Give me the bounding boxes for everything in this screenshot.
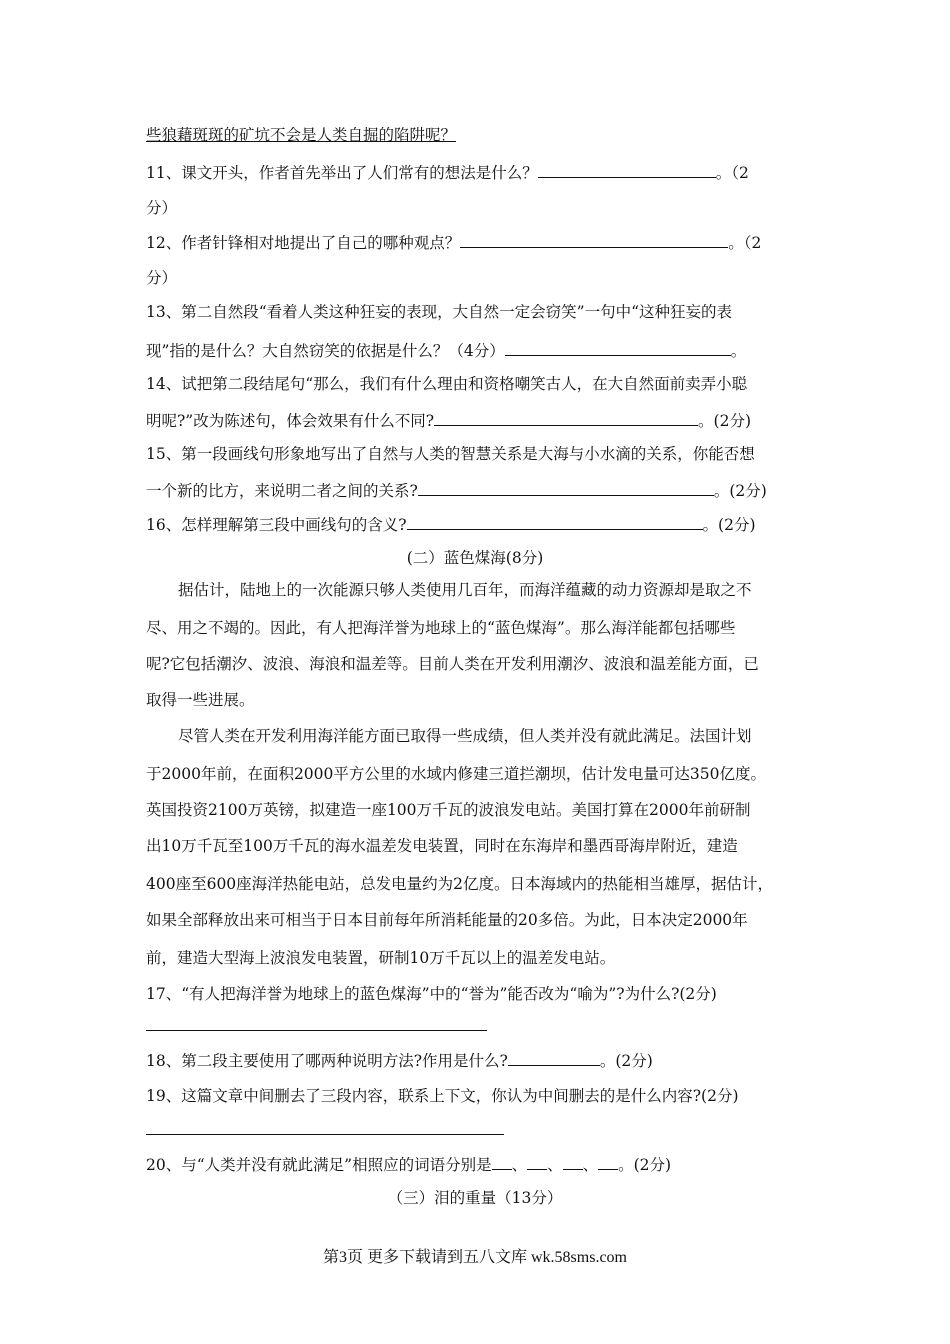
answer-line-19[interactable]: [146, 1134, 504, 1135]
separator: 、: [582, 1156, 599, 1174]
question-15-text: 一个新的比方，来说明二者之间的关系?: [146, 482, 418, 500]
question-19: 19、这篇文章中间删去了三段内容，联系上下文，你认为中间删去的是什么内容?(2分): [146, 1087, 739, 1105]
answer-blank-20d[interactable]: [598, 1154, 618, 1170]
passage-2-line: 据估计，陆地上的一次能源只够人类使用几百年，而海洋蕴藏的动力资源却是取之不: [178, 581, 752, 599]
question-15-line1: 15、第一段画线句形象地写出了自然与人类的智慧关系是大海与小水滴的关系，你能否想: [146, 445, 755, 463]
question-13-line2: [146, 340, 746, 361]
separator: 、: [547, 1156, 563, 1174]
passage-2-line: 取得一些进展。: [146, 691, 255, 709]
question-20-score: 。(2分): [618, 1156, 672, 1174]
question-15-score: 。(2分): [713, 482, 767, 500]
intro-line: 些狼藉斑斑的矿坑不会是人类自掘的陷阱呢？: [146, 126, 457, 144]
question-11-score: 。（2: [715, 164, 749, 182]
answer-line-17[interactable]: [146, 1030, 487, 1031]
page-footer: 第3页 更多下载请到五八文库 wk.58sms.com: [322, 1249, 627, 1266]
question-18-score: 。(2分): [599, 1052, 653, 1070]
passage-2-line: 前，建造大型海上波浪发电装置，研制10万千瓦以上的温差发电站。: [146, 949, 616, 967]
question-13-line1: 13、第二自然段“看着人类这种狂妄的表现，大自然一定会窃笑”一句中“这种狂妄的表: [146, 303, 732, 321]
question-18-text: 18、第二段主要使用了哪两种说明方法?作用是什么?: [146, 1052, 508, 1070]
answer-blank-20c[interactable]: [563, 1154, 583, 1170]
question-14-line2: [146, 410, 751, 431]
passage-2-line: 英国投资2100万英镑，拟建造一座100万千瓦的波浪发电站。美国打算在2000年前研制: [146, 801, 751, 819]
answer-blank-18[interactable]: [508, 1050, 600, 1066]
question-16-score: 。(2分): [702, 516, 756, 534]
question-11-text: 11、课文开头，作者首先举出了人们常有的想法是什么？: [146, 164, 538, 182]
answer-blank-15[interactable]: [418, 480, 714, 496]
passage-2-line: 如果全部释放出来可相当于日本目前每年所消耗能量的20多倍。为此，日本决定2000年: [146, 911, 748, 929]
question-13-text: 现”指的是什么？大自然窃笑的依据是什么？（4分）: [146, 342, 505, 360]
passage-2-line: 于2000年前，在面积2000平方公里的水域内修建三道拦潮坝，估计发电量可达350亿度。: [146, 765, 766, 783]
section-2-title: (二）蓝色煤海(8分): [406, 549, 544, 567]
question-14-text: 明呢?”改为陈述句，体会效果有什么不同?: [146, 412, 435, 430]
passage-2-line: 尽、用之不竭的。因此，有人把海洋誉为地球上的“蓝色煤海”。那么海洋能都包括哪些: [146, 619, 736, 637]
answer-blank-12[interactable]: [460, 232, 728, 248]
question-11: [146, 162, 749, 183]
question-12-score: 。（2: [728, 234, 762, 252]
question-20: [146, 1154, 671, 1175]
question-18: [146, 1050, 653, 1071]
section-3-title: （三）泪的重量（13分）: [387, 1189, 563, 1207]
separator: 、: [511, 1156, 528, 1174]
answer-blank-16[interactable]: [407, 514, 703, 530]
question-12-cont: 分）: [146, 269, 178, 287]
passage-2-line: 出10万千瓦至100万千瓦的海水温差发电装置，同时在东海岸和墨西哥海岸附近，建造: [146, 837, 738, 855]
question-11-cont: 分）: [146, 199, 178, 217]
question-20-text: 20、与“人类并没有就此满足”相照应的词语分别是: [146, 1156, 492, 1174]
answer-blank-20b[interactable]: [527, 1154, 547, 1170]
passage-2-line: 尽管人类在开发利用海洋能方面已取得一些成绩，但人类并没有就此满足。法国计划: [178, 727, 752, 745]
answer-blank-20a[interactable]: [492, 1154, 512, 1170]
question-12: [146, 232, 761, 253]
question-16-text: 16、怎样理解第三段中画线句的含义?: [146, 516, 407, 534]
question-14-score: 。(2分): [698, 412, 752, 430]
answer-blank-13[interactable]: [505, 340, 731, 356]
question-13-end: 。: [730, 342, 747, 360]
question-17: 17、“有人把海洋誉为地球上的蓝色煤海”中的“誉为”能否改为“喻为”?为什么?(2分): [146, 985, 717, 1003]
passage-2-line: 呢?它包括潮汐、波浪、海浪和温差等。目前人类在开发利用潮汐、波浪和温差能方面，已: [146, 655, 759, 673]
question-14-line1: 14、试把第二段结尾句“那么，我们有什么理由和资格嘲笑古人，在大自然面前卖弄小聪: [146, 375, 748, 393]
answer-blank-11[interactable]: [538, 162, 716, 178]
question-12-text: 12、作者针锋相对地提出了自己的哪种观点？: [146, 234, 461, 252]
question-16: [146, 514, 756, 535]
answer-blank-14[interactable]: [434, 410, 698, 426]
passage-2-line: 400座至600座海洋热能电站，总发电量约为2亿度。日本海域内的热能相当雄厚，据估计，: [146, 875, 774, 893]
question-15-line2: [146, 480, 767, 501]
